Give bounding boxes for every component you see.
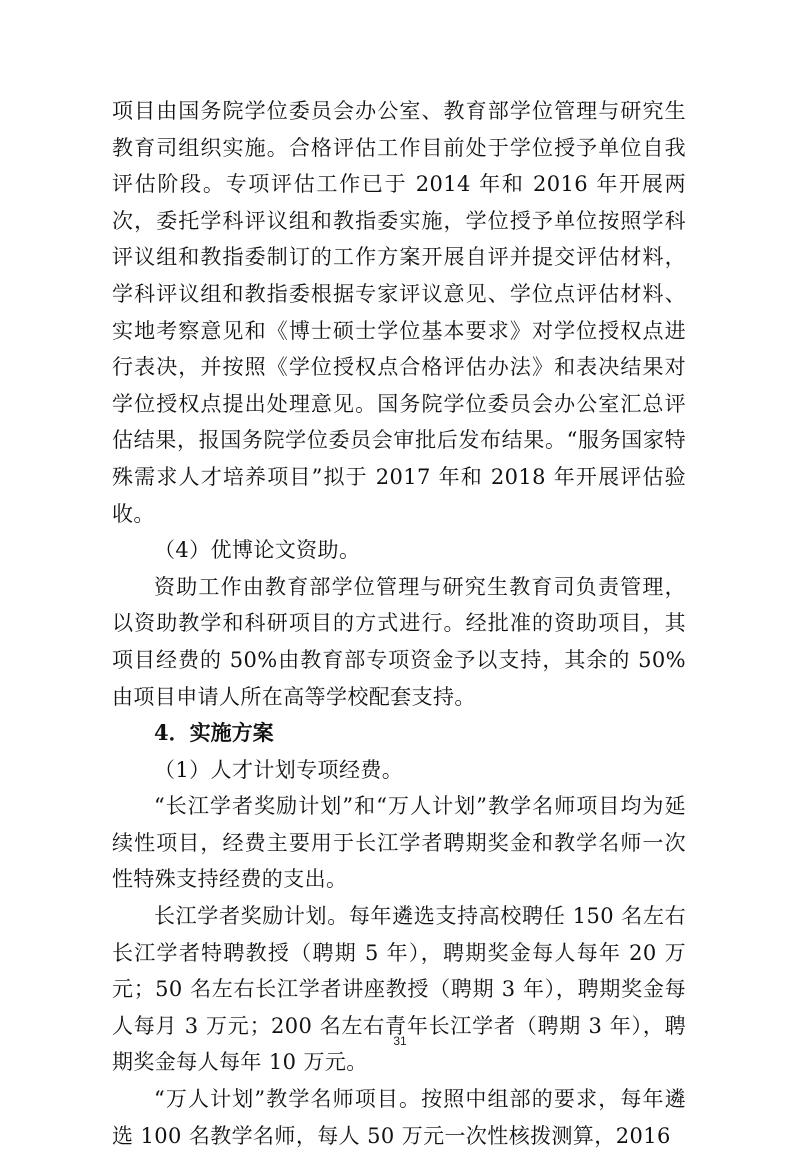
- paragraph-item-1-title: （1）人才计划专项经费。: [154, 757, 404, 782]
- paragraph-funding-management: 资助工作由教育部学位管理与研究生教育司负责管理，以资助教学和科研项目的方式进行。经批准的资助项目，其项目经费的 50%由教育部专项资金予以支持，其余的 50%由项目申请人所在高等学校配套支持。: [112, 574, 686, 709]
- section-heading-implementation-plan: 4．实施方案: [154, 720, 274, 746]
- page-body: [112, 93, 686, 1154]
- page-number: 31: [393, 1034, 407, 1048]
- paragraph-teaching-masters: “万人计划”教学名师项目。按照中组部的要求，每年遴选 100 名教学名师，每人 50 万元一次性核拨测算，2016: [112, 1087, 686, 1148]
- paragraph-item-4-title: （4）优博论文资助。: [154, 538, 361, 563]
- paragraph-changjiang-scholars: 长江学者奖励计划。每年遴选支持高校聘任 150 名左右长江学者特聘教授（聘期 5 年），聘期奖金每人每年 20 万元；50 名左右长江学者讲座教授（聘期 3 年），聘期奖金每人每月 3 万元；200 名左右青年长江学者（聘期 3 年），聘期奖金每人每年 10 万元。: [112, 904, 686, 1075]
- paragraph-evaluation-process: 项目由国务院学位委员会办公室、教育部学位管理与研究生教育司组织实施。合格评估工作目前处于学位授予单位自我评估阶段。专项评估工作已于 2014 年和 2016 年开展两次，委托学科评议组和教指委实施，学位授予单位按照学科评议组和教指委制订的工作方案开展自评并提交评估材料，学科评议组和教指委根据专家评议意见、学位点评估材料、实地考察意见和《博士硕士学位基本要求》对学位授权点进行表决，并按照《学位授权点合格评估办法》和表决结果对学位授权点提出处理意见。国务院学位委员会办公室汇总评估结果，报国务院学位委员会审批后发布结果。“服务国家特殊需求人才培养项目”拟于 2017 年和 2018 年开展评估验收。: [112, 99, 686, 526]
- paragraph-talent-programs: “长江学者奖励计划”和“万人计划”教学名师项目均为延续性项目，经费主要用于长江学者聘期奖金和教学名师一次性特殊支持经费的支出。: [112, 794, 686, 892]
